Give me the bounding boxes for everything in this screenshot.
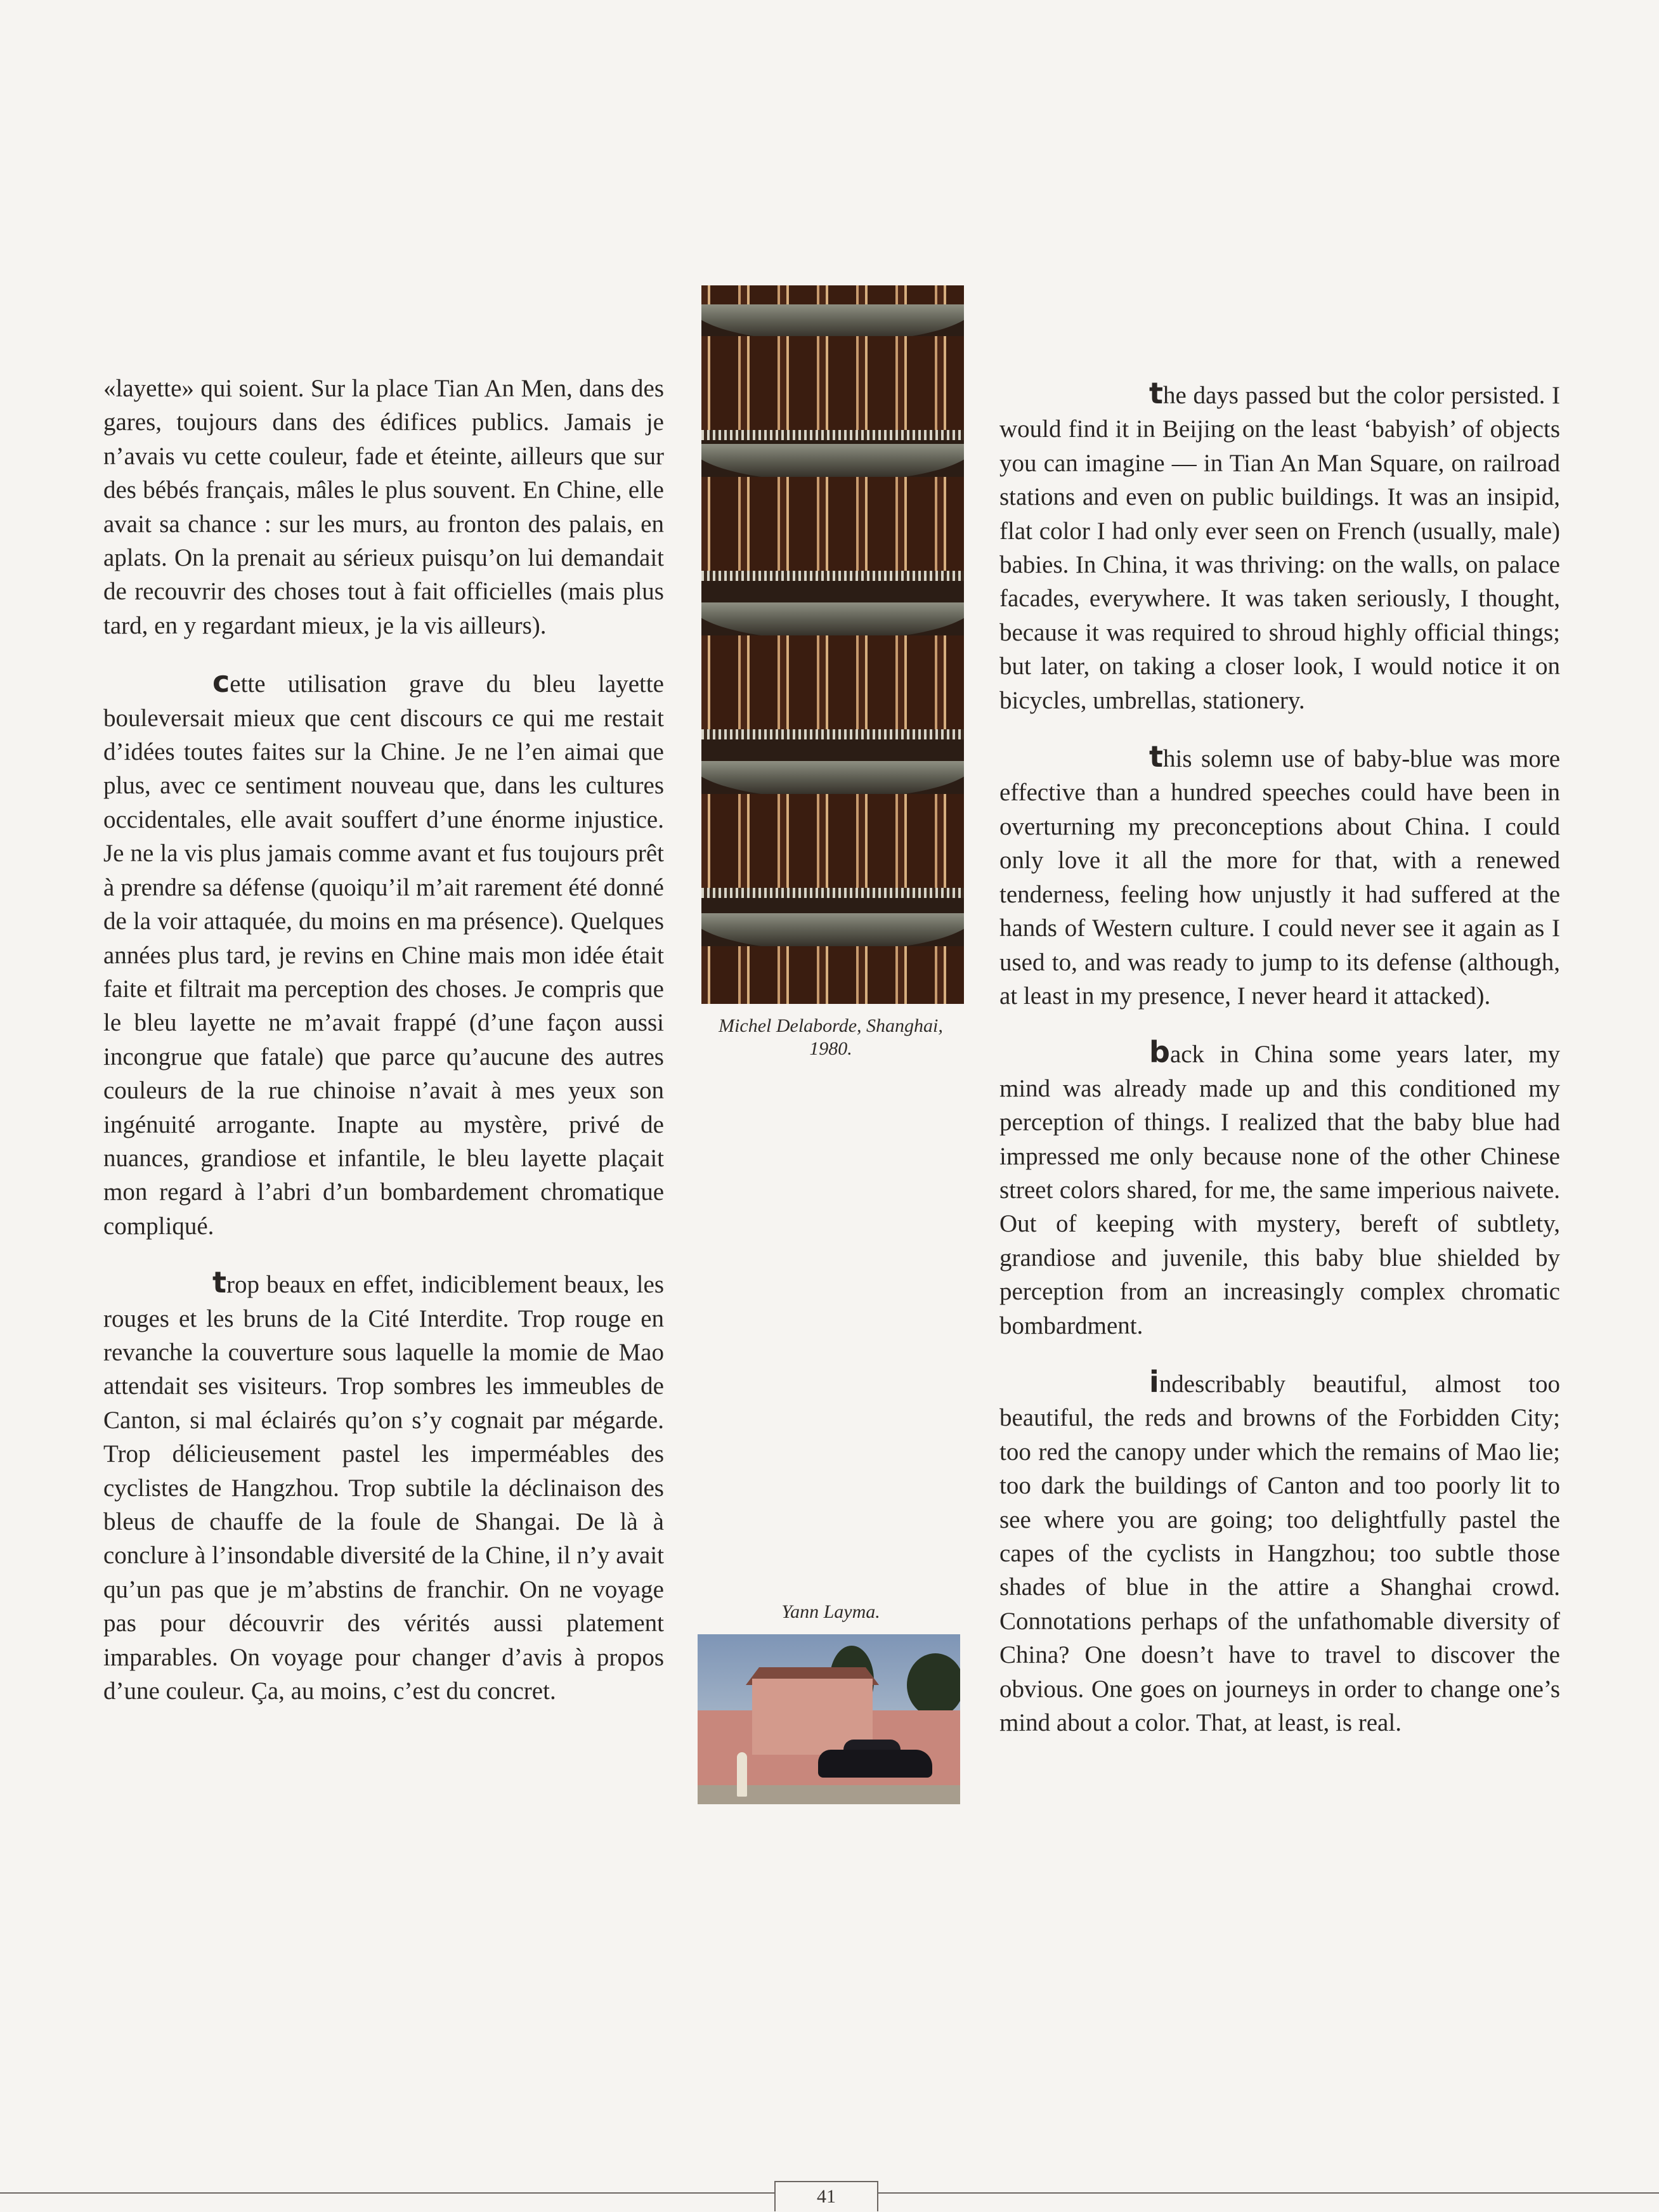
french-paragraph-3-text: rop beaux en effet, indiciblement beaux, les rouges et les bruns de la Cité Interdite. Trop rouge en revanche la couverture sous laquelle la momie de Mao attendait ses visiteurs. Trop sombres les immeubles de Canton, si mal éclairés qu’on s’y cognait par mégarde. Trop délicieusement pastel les imperméables des cyclistes de Hangzhou. Trop subtile la déclinaison des bleus de chauffe de la foule de Shangai. De là à conclure à l’insondable diversité de la Chine, il n’y avait qu’un pas que je m’abstins de franchir. On ne voyage pas pour découvrir des vérités aussi platement imparables. On voyage pour changer d’avis à propos d’une couleur. Ça, au moins, c’est du concret. [103,1271,664,1705]
page-number: 41 [774,2181,878,2211]
english-paragraph-4 [999,1365,1560,1740]
person-figure [737,1752,747,1797]
french-paragraph-2-text: ette utilisation grave du bleu layette bouleversait mieux que cent discours ce qui me restait d’idées toutes faites sur la Chine. Je ne l’en aimai que plus, avec ce sentiment nouveau que, dans les cultures occidentales, elle avait souffert d’une énorme injustice. Je ne la vis plus jamais comme avant et fus toujours prêt à prendre sa défense (quoiqu’il m’ait rarement été donné de la voir attaquée, du moins en ma présence). Quelques années plus tard, je revins en Chine mais mon idée était faite et filtrait ma perception des choses. Je compris que le bleu layette ne m’avait frappé (d’une façon aussi incongrue que fatale) que parce qu’aucune des autres couleurs de la rue chinoise n’avait à mes yeux son ingénuité arrogante. Inapte au mystère, privé de nuances, grandiose et infantile, le bleu layette plaçait mon regard à l’abri d’un bombardement chromatique compliqué. [103,670,664,1240]
french-paragraph-2-initial: c [212,665,230,699]
english-paragraph-2-initial: t [1149,739,1163,774]
tree [907,1653,960,1717]
french-paragraph-1-text: «layette» qui soient. Sur la place Tian An Men, dans des gares, toujours dans des édifices publics. Jamais je n’avais vu cette couleur, fade et éteinte, ailleurs que sur des bébés français, mâles le plus souvent. En Chine, elle avait sa chance : sur les murs, au fronton des palais, en aplats. On la prenait au sérieux puisqu’on lui demandait de recouvrir des choses tout à fait officielles (mais plus tard, en y regardant mieux, je la vis ailleurs). [103,375,664,639]
english-paragraph-4-text: ndescribably beautiful, almost too beautiful, the reds and browns of the Forbidden City; too red the canopy under which the remains of Mao lie; too dark the buildings of Canton and too poorly lit to see where you are going; too delightfully pastel the capes of the cyclists in Hangzhou; too subtle those shades of blue in the attire a Shanghai crowd. Connotations perhaps of the unfathomable diversity of China? One doesn’t have to travel to discover the obvious. One goes on journeys in order to change one’s mind about a color. That, at least, is real. [999,1370,1560,1737]
black-car [818,1750,932,1778]
french-paragraph-3-initial: t [212,1265,226,1300]
english-paragraph-1-initial: t [1149,376,1163,410]
english-paragraph-3-text: ack in China some years later, my mind was already made up and this conditioned my perception of things. I realized that the baby blue had impressed me only because none of the other Chinese street colors shared, for me, the same imperious naivete. Out of keeping with mystery, bereft of subtlety, grandiose and juvenile, this baby blue shielded by perception from an increasingly complex chromatic bombardment. [999,1041,1560,1339]
french-paragraph-3 [103,1266,664,1708]
pink-house-photo [698,1634,960,1804]
english-text-column [999,377,1560,1740]
shanghai-pagoda-photo [701,285,964,1004]
english-paragraph-3 [999,1036,1560,1343]
shanghai-photo-caption [698,1015,964,1060]
layma-photo-caption: Yann Layma. [781,1601,880,1622]
english-paragraph-1-text: he days passed but the color persisted. I would find it in Beijing on the least ‘babyish’ of objects you can imagine — in Tian An Man Square, on railroad stations and even on public buildings. It was an insipid, flat color I had only ever seen on French (usually, male) babies. In China, it was thriving: on the walls, on palace facades, everywhere. It was taken seriously, I thought, because it was required to shroud highly official things; but later, on taking a closer look, I would notice it on bicycles, umbrellas, stationery. [999,382,1560,714]
french-text-column [103,372,664,1708]
english-paragraph-4-initial: i [1149,1364,1159,1399]
french-paragraph-2 [103,665,664,1243]
english-paragraph-2 [999,740,1560,1013]
caption-line-1: Michel Delaborde, Shanghai, [719,1015,943,1036]
english-paragraph-2-text: his solemn use of baby-blue was more effective than a hundred speeches could have been in overturning my preconceptions about China. I could only love it all the more for that, with a renewed tenderness, feeling how unjustly it had suffered at the hands of Western culture. I could never see it again as I used to, and was ready to jump to its defense (although, at least in my presence, I never heard it attacked). [999,745,1560,1010]
french-paragraph-1 [103,372,664,642]
english-paragraph-3-initial: b [1149,1035,1170,1070]
caption-line-2: 1980. [809,1038,852,1059]
english-paragraph-1 [999,377,1560,717]
